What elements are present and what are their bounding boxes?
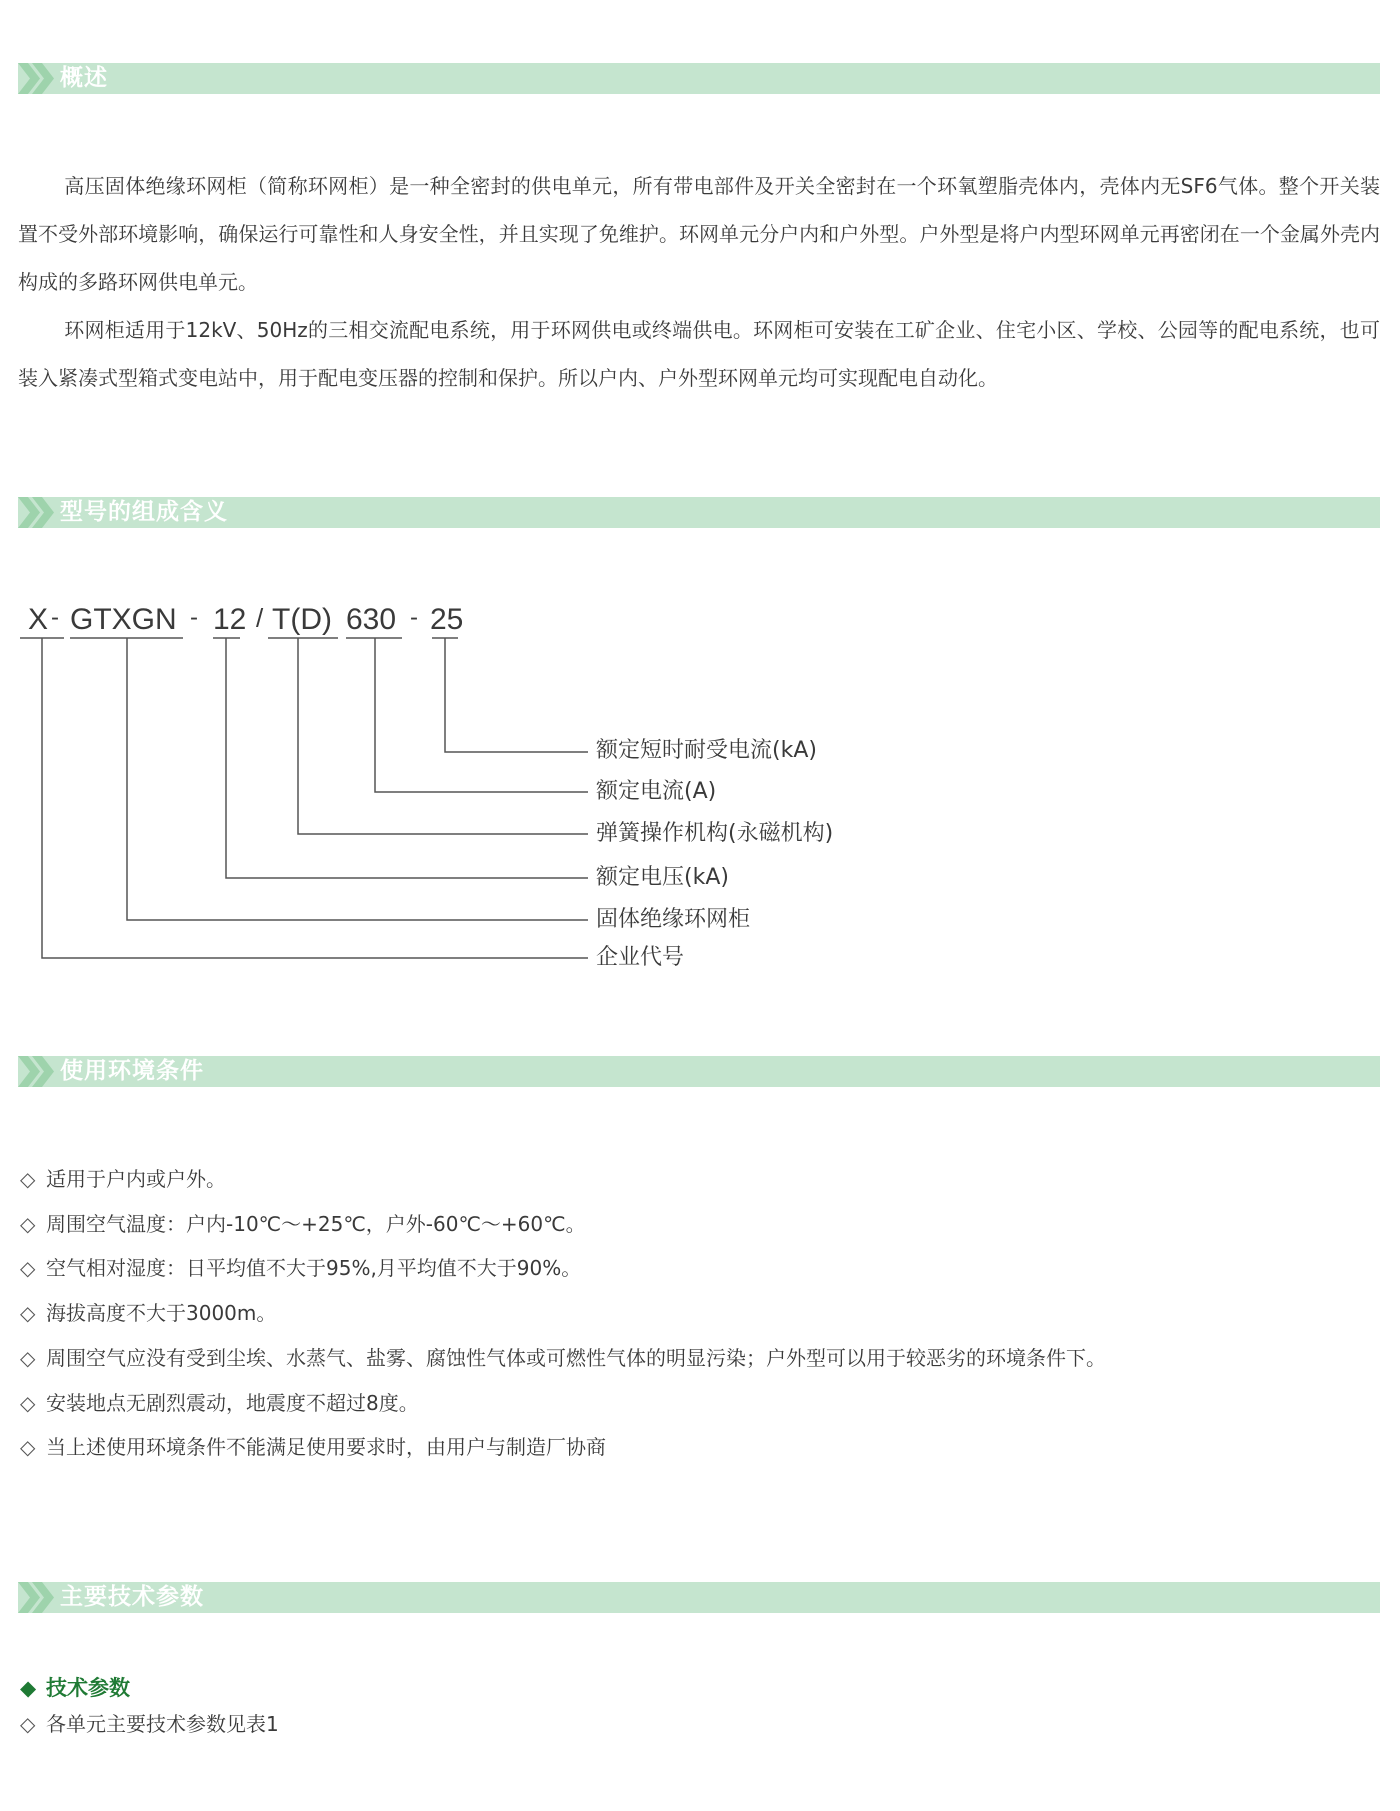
diamond-outline-icon: ◇: [20, 1346, 36, 1370]
list-item: ◇ 各单元主要技术参数见表1: [20, 1712, 279, 1736]
diamond-outline-icon: ◇: [20, 1301, 36, 1325]
section-title: 型号的组成含义: [60, 499, 228, 525]
diamond-outline-icon: ◇: [20, 1391, 36, 1415]
list-item: ◇ 海拔高度不大于3000m。: [20, 1301, 277, 1325]
model-part-voltage: 12: [213, 603, 247, 636]
diamond-outline-icon: ◇: [20, 1256, 36, 1280]
section-header-tech: [18, 1582, 1380, 1613]
double-chevron-icon: [18, 1056, 60, 1087]
label-solid-insulated-rmu: 固体绝缘环网柜: [596, 907, 751, 932]
diamond-outline-icon: ◇: [20, 1212, 36, 1236]
model-part-short-time: 25: [430, 603, 464, 636]
label-rated-voltage: 额定电压(kA): [596, 865, 729, 890]
model-part-x: X: [28, 603, 49, 636]
model-part-dash: -: [410, 604, 418, 631]
model-part-series: GTXGN: [70, 603, 177, 636]
section-title: 概述: [60, 65, 108, 91]
list-item: ◇ 空气相对湿度：日平均值不大于95%,月平均值不大于90%。: [20, 1256, 582, 1280]
model-part-dash: -: [190, 604, 198, 631]
model-part-slash: /: [256, 603, 264, 633]
label-enterprise-code: 企业代号: [596, 945, 685, 970]
label-short-time-current: 额定短时耐受电流(kA): [596, 738, 817, 763]
label-rated-current: 额定电流(A): [596, 779, 717, 804]
label-mechanism: 弹簧操作机构(永磁机构): [596, 821, 834, 846]
section-header-overview: [18, 63, 1380, 94]
section-title: 主要技术参数: [60, 1584, 204, 1610]
list-item: ◇ 安装地点无剧烈震动，地震度不超过8度。: [20, 1391, 419, 1415]
list-item: ◇ 周围空气应没有受到尘埃、水蒸气、盐雾、腐蚀性气体或可燃性气体的明显污染；户外型可以用于较恶劣的环境条件下。: [20, 1346, 1106, 1370]
list-item: ◇ 当上述使用环境条件不能满足使用要求时，由用户与制造厂协商: [20, 1435, 606, 1459]
diamond-outline-icon: ◇: [20, 1167, 36, 1191]
diamond-outline-icon: ◇: [20, 1712, 36, 1736]
section-title: 使用环境条件: [60, 1058, 204, 1084]
diamond-outline-icon: ◇: [20, 1435, 36, 1459]
overview-paragraph-2: 环网柜适用于12kV、50Hz的三相交流配电系统，用于环网供电或终端供电。环网柜可安装在工矿企业、住宅小区、学校、公园等的配电系统，也可装入紧凑式型箱式变电站中，用于配电变压器的控制和保护。所以户内、户外型环网单元均可实现配电自动化。: [18, 318, 1380, 390]
overview-paragraph-1: 高压固体绝缘环网柜（简称环网柜）是一种全密封的供电单元，所有带电部件及开关全密封在一个环氧塑脂壳体内，壳体内无SF6气体。整个开关装置不受外部环境影响，确保运行可靠性和人身安全性，并且实现了免维护。环网单元分户内和户外型。户外型是将户内型环网单元再密闭在一个金属外壳内构成的多路环网供电单元。: [18, 174, 1380, 294]
subheading-tech-params: ◆ 技术参数: [20, 1676, 130, 1700]
model-part-mechanism: T(D): [272, 603, 332, 636]
list-item: ◇ 周围空气温度：户内-10℃～+25℃，户外-60℃～+60℃。: [20, 1212, 586, 1236]
double-chevron-icon: [18, 63, 60, 94]
double-chevron-icon: [18, 497, 60, 528]
list-item: ◇ 适用于户内或户外。: [20, 1167, 226, 1191]
model-code-diagram: [0, 590, 1400, 990]
section-header-environment: [18, 1056, 1380, 1087]
section-header-model: [18, 497, 1380, 528]
model-part-dash: -: [51, 604, 59, 631]
double-chevron-icon: [18, 1582, 60, 1613]
diamond-filled-icon: ◆: [20, 1676, 37, 1700]
model-part-current: 630: [346, 603, 397, 636]
